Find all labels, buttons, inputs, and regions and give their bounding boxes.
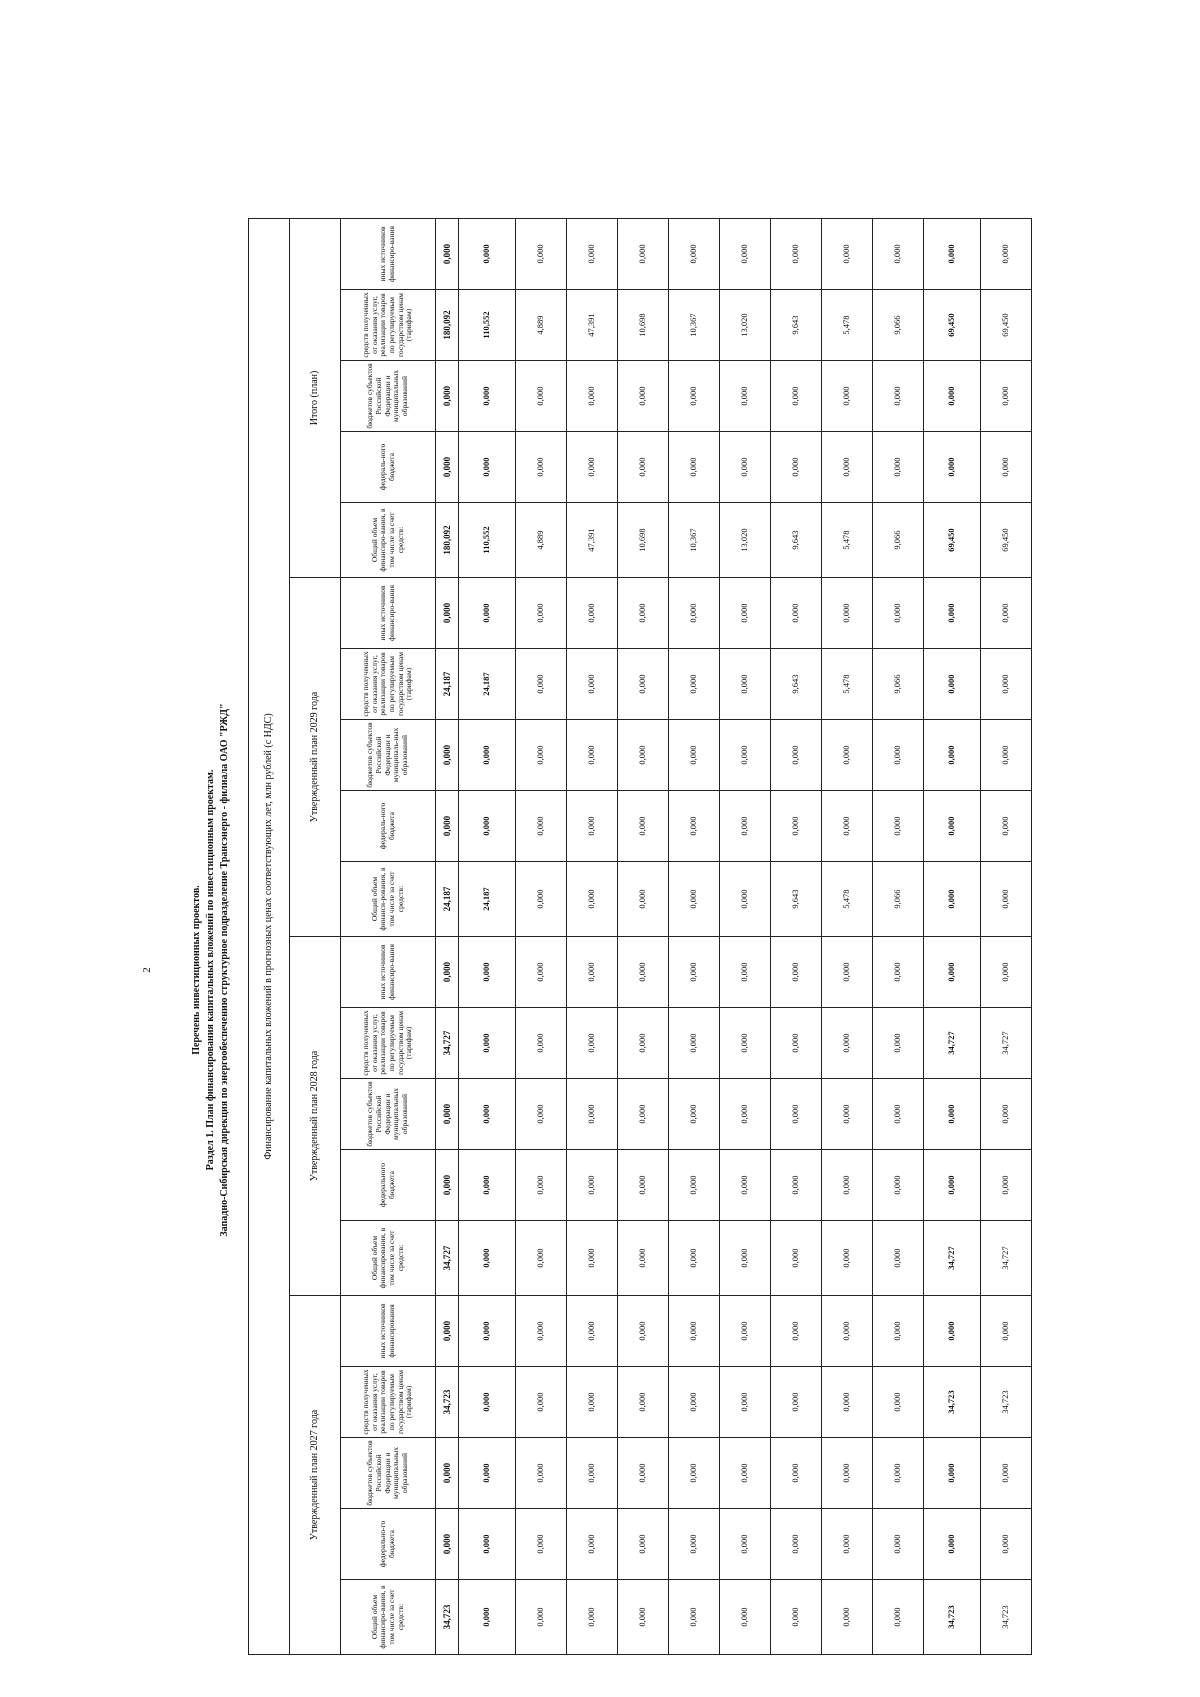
table-cell: 47,391 [567,290,618,361]
table-cell: 13,020 [720,290,771,361]
table-cell: 0,000 [720,1367,771,1438]
table-cell: 0,000 [436,1438,459,1509]
table-cell: 0,000 [516,1296,567,1367]
table-cell: 0,000 [516,1509,567,1580]
table-cell: 0,000 [720,1580,771,1655]
table-cell: 0,000 [924,1150,981,1221]
table-cell: 0,000 [618,218,669,289]
table-cell: 0,000 [822,1221,873,1296]
table-cell: 0,000 [669,720,720,791]
table-cell: 0,000 [771,1367,822,1438]
table-cell: 9,643 [771,649,822,720]
table-cell: 0,000 [669,1008,720,1079]
table-cell: 34,723 [924,1580,981,1655]
table-cell: 0,000 [516,862,567,937]
table-cell: 0,000 [981,937,1032,1008]
table-cell: 0,000 [567,578,618,649]
table-cell: 0,000 [618,649,669,720]
table-cell: 5,478 [822,290,873,361]
table-cell: 0,000 [771,1150,822,1221]
column-header: иных источников финансиро-вания [341,578,436,649]
table-cell: 0,000 [669,1509,720,1580]
table-cell: 9,066 [873,649,924,720]
table-cell: 0,000 [516,432,567,503]
column-header-row [341,218,436,1654]
table-row [618,218,669,1654]
table-cell: 0,000 [924,1509,981,1580]
table-cell: 0,000 [436,937,459,1008]
table-cell: 0,000 [567,1367,618,1438]
table-cell: 0,000 [567,862,618,937]
table-cell: 0,000 [873,720,924,791]
table-cell: 0,000 [459,578,516,649]
table-cell: 4,889 [516,503,567,578]
title-block [191,285,241,1655]
table-cell: 0,000 [924,862,981,937]
table-cell: 9,643 [771,290,822,361]
group-header-row [290,218,341,1654]
table-cell: 0,000 [669,1580,720,1655]
table-cell: 0,000 [618,862,669,937]
table-cell: 0,000 [567,218,618,289]
table-cell: 0,000 [981,361,1032,432]
table-cell: 5,478 [822,862,873,937]
table-cell: 0,000 [981,720,1032,791]
table-cell: 0,000 [981,1509,1032,1580]
financing-table [248,218,1032,1655]
table-cell: 0,000 [516,649,567,720]
table-cell: 0,000 [771,1008,822,1079]
column-header: бюджетов субъектов Российской Федерации и муниципальных образований [341,1438,436,1509]
table-cell: 0,000 [436,720,459,791]
column-header: федерально-го бюджета [341,1509,436,1580]
table-cell: 0,000 [822,1008,873,1079]
table-cell: 34,723 [924,1367,981,1438]
table-cell: 0,000 [771,218,822,289]
table-cell: 0,000 [436,1509,459,1580]
column-header: бюджетов субъектов Российской Федерации и муниципальных образований [341,1079,436,1150]
column-header: Общий объем финанси-рования, в том числе за счет средств: [341,862,436,937]
table-cell: 0,000 [516,578,567,649]
table-cell: 0,000 [436,791,459,862]
table-cell: 0,000 [873,1079,924,1150]
table-cell: 0,000 [618,791,669,862]
table-cell: 0,000 [459,1367,516,1438]
table-cell: 13,020 [720,503,771,578]
table-cell: 0,000 [822,578,873,649]
table-cell: 0,000 [720,218,771,289]
table-cell: 0,000 [873,218,924,289]
table-cell: 0,000 [567,649,618,720]
table-cell: 69,450 [924,290,981,361]
table-cell: 0,000 [822,1509,873,1580]
table-cell: 0,000 [618,1580,669,1655]
table-cell: 0,000 [981,218,1032,289]
table-cell: 0,000 [669,1150,720,1221]
table-cell: 0,000 [516,1008,567,1079]
table-cell: 10,698 [618,290,669,361]
table-cell: 0,000 [720,937,771,1008]
table-cell: 0,000 [924,432,981,503]
table-cell: 9,066 [873,862,924,937]
table-cell: 0,000 [771,1509,822,1580]
table-row [873,218,924,1654]
table-cell: 0,000 [516,1367,567,1438]
group-header: Утвержденный план 2027 года [290,1296,341,1655]
table-row [822,218,873,1654]
table-cell: 0,000 [516,720,567,791]
table-cell: 0,000 [618,1079,669,1150]
table-cell: 0,000 [822,1367,873,1438]
table-cell: 0,000 [516,1438,567,1509]
table-cell: 0,000 [567,1296,618,1367]
table-cell: 0,000 [981,1438,1032,1509]
table-cell: 0,000 [516,1079,567,1150]
table-cell: 0,000 [924,791,981,862]
table-cell: 5,478 [822,649,873,720]
table-cell: 0,000 [459,1150,516,1221]
table-cell: 0,000 [924,937,981,1008]
page-number: 2 [141,967,153,973]
table-cell: 0,000 [618,1008,669,1079]
table-cell: 0,000 [567,1509,618,1580]
table-cell: 0,000 [981,862,1032,937]
table-cell: 34,727 [436,1221,459,1296]
table-cell: 0,000 [873,1008,924,1079]
table-cell: 0,000 [459,1008,516,1079]
table-cell: 110,552 [459,503,516,578]
table-cell: 0,000 [720,1296,771,1367]
table-cell: 0,000 [459,1221,516,1296]
table-cell: 69,450 [924,503,981,578]
table-cell: 0,000 [873,937,924,1008]
rotated-page [135,226,1035,1655]
table-cell: 0,000 [924,578,981,649]
table-cell: 0,000 [981,432,1032,503]
table-cell: 0,000 [924,1296,981,1367]
table-cell: 0,000 [771,937,822,1008]
table-cell: 0,000 [567,1008,618,1079]
table-cell: 0,000 [924,720,981,791]
table-cell: 0,000 [873,791,924,862]
table-cell: 0,000 [669,218,720,289]
table-cell: 0,000 [720,1150,771,1221]
table-cell: 0,000 [720,862,771,937]
table-cell: 0,000 [720,720,771,791]
table-row [669,218,720,1654]
table-cell: 0,000 [873,432,924,503]
table-cell: 24,187 [436,649,459,720]
table-cell: 0,000 [567,937,618,1008]
table-cell: 0,000 [873,1150,924,1221]
table-cell: 0,000 [771,361,822,432]
table-cell: 0,000 [873,578,924,649]
table-body [436,218,1032,1654]
column-header: бюджетов субъектов Российской Федерации и муниципаль-ных образований [341,720,436,791]
table-cell: 0,000 [669,1438,720,1509]
table-cell: 10,698 [618,503,669,578]
table-cell: 0,000 [516,1150,567,1221]
table-cell: 0,000 [567,791,618,862]
table-cell: 0,000 [618,1221,669,1296]
table-row [924,218,981,1654]
table-cell: 0,000 [822,1150,873,1221]
table-cell: 0,000 [981,1079,1032,1150]
table-cell: 0,000 [567,1438,618,1509]
column-header: федераль-ного бюджета [341,791,436,862]
table-cell: 10,367 [669,290,720,361]
column-header: иных источников финансирования [341,1296,436,1367]
table-cell: 0,000 [618,1367,669,1438]
column-header: иных источников финансиро-вания [341,218,436,289]
table-cell: 0,000 [436,1150,459,1221]
column-header: средств полученных от оказания услуг, реализации товаров по регулируемым государством ценам (тарифам) [341,1367,436,1438]
table-cell: 0,000 [567,361,618,432]
table-cell: 0,000 [618,1296,669,1367]
table-cell: 0,000 [822,1296,873,1367]
table-cell: 0,000 [516,1580,567,1655]
table-cell: 0,000 [873,1221,924,1296]
table-cell: 0,000 [771,1296,822,1367]
table-cell: 0,000 [873,361,924,432]
table-cell: 0,000 [771,1438,822,1509]
table-cell: 0,000 [720,1438,771,1509]
table-cell: 0,000 [771,578,822,649]
table-cell: 0,000 [567,432,618,503]
table-cell: 34,727 [924,1221,981,1296]
column-header: бюджетов субъектов Российской Федерации и муниципальных образований [341,361,436,432]
table-cell: 0,000 [567,1221,618,1296]
table-cell: 0,000 [567,1150,618,1221]
table-cell: 0,000 [618,1509,669,1580]
table-cell: 0,000 [771,720,822,791]
column-header: иных источников финансиро-вания [341,937,436,1008]
table-cell: 0,000 [669,791,720,862]
column-header: Общий объем финансиро-вания, в том числе за счет средств: [341,503,436,578]
table-cell: 0,000 [459,432,516,503]
table-cell: 0,000 [873,1438,924,1509]
table-cell: 9,066 [873,503,924,578]
table-cell: 0,000 [771,791,822,862]
table-cell: 0,000 [981,1150,1032,1221]
table-cell: 34,723 [981,1580,1032,1655]
table-cell: 0,000 [516,937,567,1008]
table-cell: 110,552 [459,290,516,361]
table-cell: 24,187 [436,862,459,937]
table-cell: 0,000 [618,1438,669,1509]
column-header: Общий объем финансиро-вания, в том числе за счет средств: [341,1580,436,1655]
table-cell: 0,000 [567,720,618,791]
table-cell: 0,000 [618,432,669,503]
table-cell: 34,723 [436,1367,459,1438]
table-row [459,218,516,1654]
financing-table-wrapper [155,226,1035,1655]
table-cell: 0,000 [981,578,1032,649]
table-cell: 34,723 [981,1367,1032,1438]
table-cell: 180,092 [436,503,459,578]
table-cell: 0,000 [669,578,720,649]
table-cell: 9,643 [771,503,822,578]
group-header: Итого (план) [290,218,341,577]
table-cell: 0,000 [669,1367,720,1438]
table-cell: 0,000 [618,578,669,649]
table-cell: 34,727 [924,1008,981,1079]
table-cell: 0,000 [822,432,873,503]
table-cell: 0,000 [669,1221,720,1296]
table-row [516,218,567,1654]
table-cell: 0,000 [459,218,516,289]
table-cell: 0,000 [459,1509,516,1580]
table-cell: 0,000 [567,1079,618,1150]
table-cell: 0,000 [459,791,516,862]
table-cell: 0,000 [720,432,771,503]
table-cell: 0,000 [618,937,669,1008]
table-cell: 0,000 [669,649,720,720]
table-cell: 0,000 [669,432,720,503]
table-cell: 10,367 [669,503,720,578]
table-cell: 0,000 [720,1079,771,1150]
table-cell: 5,478 [822,503,873,578]
table-main-header: Финансирование капитальных вложений в прогнозных ценах соответствующих лет, млн рублей (с НДС) [249,218,290,1654]
table-cell: 34,727 [981,1221,1032,1296]
column-header: средств полученных от оказания услуг, реализации товаров по регулируемым государством ценам (тарифам) [341,649,436,720]
table-cell: 34,727 [436,1008,459,1079]
table-cell: 0,000 [720,578,771,649]
table-cell: 0,000 [873,1509,924,1580]
table-cell: 0,000 [669,1296,720,1367]
table-cell: 0,000 [459,1438,516,1509]
table-cell: 69,450 [981,503,1032,578]
column-header: Общий объем финансирования, в том числе за счет средств: [341,1221,436,1296]
table-cell: 0,000 [771,1580,822,1655]
table-cell: 9,643 [771,862,822,937]
table-row [567,218,618,1654]
table-cell: 0,000 [436,218,459,289]
table-cell: 0,000 [981,1296,1032,1367]
table-cell: 0,000 [924,649,981,720]
table-cell: 24,187 [459,862,516,937]
table-cell: 0,000 [720,1008,771,1079]
table-cell: 0,000 [669,937,720,1008]
table-cell: 0,000 [822,1438,873,1509]
table-cell: 0,000 [669,1079,720,1150]
table-cell: 0,000 [873,1367,924,1438]
table-cell: 180,092 [436,290,459,361]
table-cell: 47,391 [567,503,618,578]
table-cell: 24,187 [459,649,516,720]
table-cell: 0,000 [981,649,1032,720]
column-header: федерального бюджета [341,1150,436,1221]
table-cell: 0,000 [720,361,771,432]
table-cell: 0,000 [618,361,669,432]
table-cell: 0,000 [459,720,516,791]
table-cell: 0,000 [822,218,873,289]
table-cell: 0,000 [516,361,567,432]
title-line-1: Перечень инвестиционных проектов. [191,885,202,1055]
table-cell: 0,000 [720,1509,771,1580]
table-cell: 0,000 [771,1221,822,1296]
table-cell: 0,000 [873,1580,924,1655]
table-cell: 0,000 [924,361,981,432]
table-cell: 0,000 [924,218,981,289]
table-cell: 0,000 [516,1221,567,1296]
table-cell: 4,889 [516,290,567,361]
table-cell: 0,000 [822,937,873,1008]
title-line-2: Раздел 1. План финансирования капитальных вложений по инвестиционным проектам. [205,769,216,1171]
group-header: Утвержденный план 2028 года [290,937,341,1296]
table-cell: 0,000 [459,361,516,432]
group-header: Утвержденный план 2029 года [290,578,341,937]
table-cell: 0,000 [924,1079,981,1150]
table-cell: 0,000 [720,1221,771,1296]
table-cell: 0,000 [771,1079,822,1150]
table-cell: 0,000 [436,432,459,503]
table-cell: 0,000 [669,862,720,937]
table-cell: 0,000 [459,1296,516,1367]
table-cell: 0,000 [618,720,669,791]
table-row [771,218,822,1654]
table-cell: 0,000 [669,361,720,432]
title-line-3: Западно-Сибирская дирекция по энергообеспечению структурное подразделение Трансэнерго - филиала ОАО "РЖД" [219,703,230,1237]
table-cell: 0,000 [924,1438,981,1509]
table-cell: 0,000 [436,1079,459,1150]
table-cell: 0,000 [459,937,516,1008]
table-cell: 0,000 [436,578,459,649]
table-row [720,218,771,1654]
table-cell: 0,000 [436,1296,459,1367]
table-cell: 0,000 [822,361,873,432]
table-cell: 0,000 [822,791,873,862]
table-cell: 34,727 [981,1008,1032,1079]
table-cell: 0,000 [720,649,771,720]
table-cell: 0,000 [981,791,1032,862]
table-cell: 0,000 [516,218,567,289]
table-cell: 0,000 [822,1079,873,1150]
column-header: федераль-ного бюджета [341,432,436,503]
table-cell: 0,000 [567,1580,618,1655]
table-cell: 0,000 [720,791,771,862]
column-header: средств полученных от оказания услуг, реализации товаров по регулируемым государством ценам (тарифам) [341,1008,436,1079]
table-cell: 0,000 [459,1580,516,1655]
table-row [981,218,1032,1654]
table-cell: 0,000 [459,1079,516,1150]
table-cell: 9,066 [873,290,924,361]
table-cell: 0,000 [516,791,567,862]
table-cell: 0,000 [873,1296,924,1367]
table-cell: 0,000 [436,361,459,432]
table-cell: 0,000 [822,720,873,791]
table-cell: 69,450 [981,290,1032,361]
column-header: средств полученных от оказания услуг, реализации товаров по регулируемым государством ценам (тарифам) [341,290,436,361]
summary-row [436,218,459,1654]
table-cell: 0,000 [822,1580,873,1655]
table-cell: 0,000 [771,432,822,503]
table-cell: 34,723 [436,1580,459,1655]
table-cell: 0,000 [618,1150,669,1221]
